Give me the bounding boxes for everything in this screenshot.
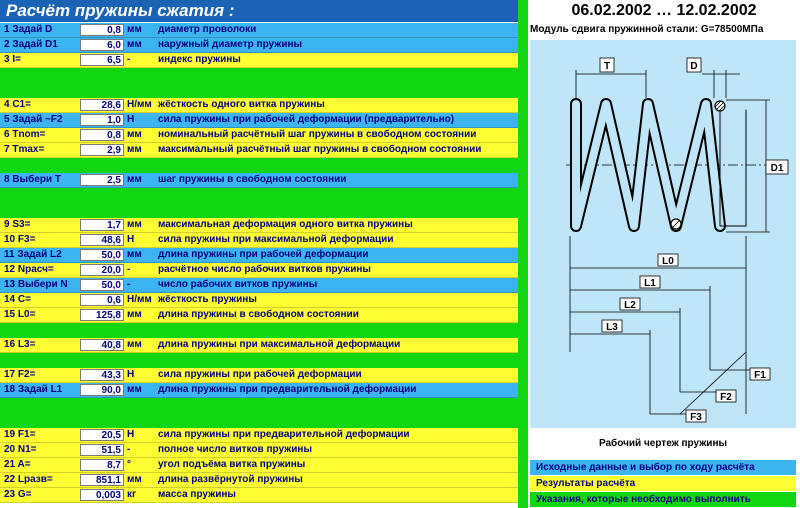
dim-label-F3: F3 xyxy=(690,412,702,423)
unit-label: мм xyxy=(127,249,142,260)
unit-label: мм xyxy=(127,144,142,155)
dim-label-L0: L0 xyxy=(662,256,674,267)
unit-label: Н/мм xyxy=(127,294,152,305)
row-description: шаг пружины в свободном состоянии xyxy=(158,174,347,185)
spacer-row xyxy=(0,68,518,83)
row-description: максимальный расчётный шаг пружины в свободном состоянии xyxy=(158,144,482,155)
row-description: жёсткость пружины xyxy=(158,294,257,305)
row-label: 7 Tmax= xyxy=(4,144,45,155)
dim-label-L2: L2 xyxy=(624,300,636,311)
modulus-note: Модуль сдвига пружинной стали: G=78500МПа xyxy=(530,24,764,35)
legend-results: Результаты расчёта xyxy=(530,476,796,491)
value-cell[interactable]: 90,0 xyxy=(80,384,124,396)
page-title: Расчёт пружины сжатия : xyxy=(6,1,235,20)
row-label: 19 F1= xyxy=(4,429,36,440)
calc-row xyxy=(0,143,518,158)
row-description: наружный диаметр пружины xyxy=(158,39,303,50)
row-description: длина пружины при максимальной деформации xyxy=(158,339,401,350)
value-cell[interactable]: 0,8 xyxy=(80,24,124,36)
value-cell[interactable]: 50,0 xyxy=(80,279,124,291)
calc-row xyxy=(0,443,518,458)
row-description: длина пружины при предварительной деформации xyxy=(158,384,417,395)
value-cell[interactable]: 2,5 xyxy=(80,174,124,186)
row-description: сила пружины при рабочей деформации xyxy=(158,369,362,380)
row-description: длина пружины при рабочей деформации xyxy=(158,249,369,260)
row-label: 10 F3= xyxy=(4,234,36,245)
calc-row xyxy=(0,38,518,53)
calc-row xyxy=(0,488,518,503)
row-label: 20 N1= xyxy=(4,444,37,455)
row-description: максимальная деформация одного витка пружины xyxy=(158,219,413,230)
value-cell: 125,8 xyxy=(80,309,124,321)
calc-row xyxy=(0,53,518,68)
spring-drawing-svg xyxy=(530,40,796,428)
value-cell: 851,1 xyxy=(80,474,124,486)
unit-label: ° xyxy=(127,459,131,470)
calc-row xyxy=(0,248,518,263)
dim-F3 xyxy=(686,410,706,423)
dim-L2 xyxy=(620,298,640,311)
calc-row xyxy=(0,233,518,248)
dim-label-T: T xyxy=(603,61,611,72)
value-cell[interactable]: 6,0 xyxy=(80,39,124,51)
dim-F2 xyxy=(716,390,736,403)
dim-label-D1: D1 xyxy=(770,163,784,174)
calc-row xyxy=(0,263,518,278)
row-description: жёсткость одного витка пружины xyxy=(158,99,325,110)
value-cell: 51,5 xyxy=(80,444,124,456)
spring-drawing xyxy=(530,40,796,428)
row-label: 13 Выбери N xyxy=(4,279,68,290)
dim-D xyxy=(687,58,740,98)
value-cell: 0,8 xyxy=(80,129,124,141)
drawing-title: Рабочий чертеж пружины xyxy=(598,438,728,449)
row-label: 1 Задай D xyxy=(4,24,53,35)
row-description: число рабочих витков пружины xyxy=(158,279,318,290)
unit-label: мм xyxy=(127,384,142,395)
row-label: 12 Nрасч= xyxy=(4,264,54,275)
value-cell: 20,0 xyxy=(80,264,124,276)
value-cell: 8,7 xyxy=(80,459,124,471)
calc-row xyxy=(0,458,518,473)
value-cell: 40,8 xyxy=(80,339,124,351)
drawing-panel xyxy=(528,0,800,508)
dim-label-F2: F2 xyxy=(720,392,732,403)
row-description: диаметр проволоки xyxy=(158,24,257,35)
value-cell: 0,6 xyxy=(80,294,124,306)
dim-label-F1: F1 xyxy=(754,370,766,381)
spacer-row xyxy=(0,158,518,173)
calc-row xyxy=(0,128,518,143)
dim-L3 xyxy=(602,320,622,333)
value-cell: 6,5 xyxy=(80,54,124,66)
calc-row xyxy=(0,23,518,38)
row-label: 4 C1= xyxy=(4,99,31,110)
unit-label: - xyxy=(127,264,131,275)
unit-label: Н/мм xyxy=(127,99,152,110)
spacer-row xyxy=(0,323,518,338)
row-label: 18 Задай L1 xyxy=(4,384,63,395)
unit-label: кг xyxy=(127,489,137,500)
spacer-row xyxy=(0,353,518,368)
row-description: номинальный расчётный шаг пружины в свободном состоянии xyxy=(158,129,477,140)
dim-label-D: D xyxy=(690,61,698,72)
row-label: 21 A= xyxy=(4,459,31,470)
value-cell: 48,6 xyxy=(80,234,124,246)
spacer-row xyxy=(0,83,518,98)
dim-label-L3: L3 xyxy=(606,322,618,333)
calc-row xyxy=(0,218,518,233)
unit-label: Н xyxy=(127,114,135,125)
legend-instructions: Указания, которые необходимо выполнить xyxy=(530,492,796,507)
value-cell: 1,7 xyxy=(80,219,124,231)
row-label: 5 Задай ~F2 xyxy=(4,114,63,125)
dim-label-L1: L1 xyxy=(644,278,656,289)
calc-row xyxy=(0,278,518,293)
row-label: 6 Tnom= xyxy=(4,129,46,140)
row-label: 8 Выбери T xyxy=(4,174,61,185)
row-label: 23 G= xyxy=(4,489,32,500)
row-label: 14 C= xyxy=(4,294,31,305)
unit-label: мм xyxy=(127,339,142,350)
dim-L1 xyxy=(640,276,660,289)
unit-label: Н xyxy=(127,429,135,440)
calc-row xyxy=(0,428,518,443)
calc-row xyxy=(0,383,518,398)
value-cell: 2,9 xyxy=(80,144,124,156)
column-divider xyxy=(518,0,528,508)
unit-label: - xyxy=(127,279,131,290)
unit-label: мм xyxy=(127,24,142,35)
row-description: длина развёрнутой пружины xyxy=(158,474,303,485)
calc-row xyxy=(0,173,518,188)
spacer-row xyxy=(0,203,518,218)
unit-label: Н xyxy=(127,234,135,245)
unit-label: мм xyxy=(127,174,142,185)
row-description: индекс пружины xyxy=(158,54,241,65)
row-label: 11 Задай L2 xyxy=(4,249,62,260)
title-bar xyxy=(0,0,518,22)
row-description: сила пружины при максимальной деформации xyxy=(158,234,394,245)
row-label: 22 Lразв= xyxy=(4,474,53,485)
row-description: полное число витков пружины xyxy=(158,444,312,455)
row-description: масса пружины xyxy=(158,489,236,500)
calc-row xyxy=(0,308,518,323)
unit-label: мм xyxy=(127,129,142,140)
calc-row xyxy=(0,368,518,383)
row-description: расчётное число рабочих витков пружины xyxy=(158,264,371,275)
spacer-row xyxy=(0,188,518,203)
calc-row xyxy=(0,98,518,113)
value-cell: 0,003 xyxy=(80,489,124,501)
unit-label: мм xyxy=(127,309,142,320)
row-label: 9 S3= xyxy=(4,219,31,230)
row-label: 2 Задай D1 xyxy=(4,39,58,50)
value-cell[interactable]: 50,0 xyxy=(80,249,124,261)
unit-label: - xyxy=(127,444,131,455)
row-label: 3 I= xyxy=(4,54,21,65)
spring-coil xyxy=(576,101,746,229)
value-cell: 28,6 xyxy=(80,99,124,111)
value-cell[interactable]: 1,0 xyxy=(80,114,124,126)
value-cell: 43,3 xyxy=(80,369,124,381)
date-range: 06.02.2002 … 12.02.2002 xyxy=(571,2,757,19)
calc-row xyxy=(0,113,518,128)
row-label: 16 L3= xyxy=(4,339,36,350)
dim-T xyxy=(576,58,646,98)
spacer-row xyxy=(0,413,518,428)
dim-L0 xyxy=(658,254,678,267)
spacer-row xyxy=(0,398,518,413)
dim-D1 xyxy=(726,100,788,232)
value-cell: 20,5 xyxy=(80,429,124,441)
row-description: сила пружины при предварительной деформации xyxy=(158,429,410,440)
legend-input: Исходные данные и выбор по ходу расчёта xyxy=(530,460,796,475)
unit-label: мм xyxy=(127,474,142,485)
unit-label: Н xyxy=(127,369,135,380)
unit-label: - xyxy=(127,54,131,65)
dim-F1 xyxy=(750,368,770,381)
row-label: 17 F2= xyxy=(4,369,36,380)
calc-row xyxy=(0,338,518,353)
row-description: длина пружины в свободном состоянии xyxy=(158,309,359,320)
calc-row xyxy=(0,473,518,488)
row-description: сила пружины при рабочей деформации (предварительно) xyxy=(158,114,455,125)
row-label: 15 L0= xyxy=(4,309,36,320)
row-description: угол подъёма витка пружины xyxy=(158,459,306,470)
unit-label: мм xyxy=(127,39,142,50)
calc-row xyxy=(0,293,518,308)
unit-label: мм xyxy=(127,219,142,230)
